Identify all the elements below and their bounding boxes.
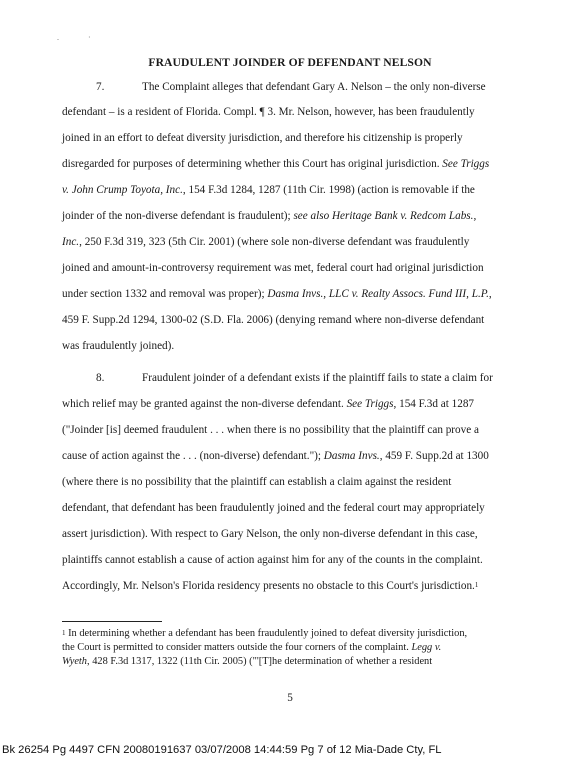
paragraph-7-line-10: 459 F. Supp.2d 1294, 1300-02 (S.D. Fla. 2006) (denying remand where non-diverse defendant xyxy=(62,314,485,326)
page-number: 5 xyxy=(287,692,293,704)
footnote-line-1: $^1$ In determining whether a defendant has been fraudulently joined to defeat diversity jurisdiction, xyxy=(62,628,468,639)
paragraph-number: 8. xyxy=(96,372,105,384)
case-citation: see also Heritage Bank v. Redcom Labs., xyxy=(293,210,477,222)
footnote-marker: 1 xyxy=(62,629,66,637)
paragraph-number: 7. xyxy=(96,81,105,93)
scan-speck: . xyxy=(57,33,59,42)
case-citation: Wyeth xyxy=(62,656,88,667)
scan-speck: · xyxy=(88,33,91,42)
paragraph-8-line-3: ("Joinder [is] deemed fraudulent . . . when there is no possibility that the plaintiff can prove a xyxy=(62,424,479,436)
case-citation: See Triggs xyxy=(346,398,394,410)
paragraph-7-line-2: defendant – is a resident of Florida. Compl. ¶ 3. Mr. Nelson, however, has been fraudulently xyxy=(62,106,475,118)
case-citation: Dasma Invs. xyxy=(323,450,380,462)
paragraph-8-line-4: cause of action against the . . . (non-diverse) defendant."); Dasma Invs., 459 F. Supp.2d at 1300 xyxy=(62,450,489,462)
paragraph-7-line-4: disregarded for purposes of determining whether this Court has original jurisdiction. See Triggs xyxy=(62,158,490,170)
footnote-divider xyxy=(62,621,162,622)
recording-stamp: Bk 26254 Pg 4497 CFN 20080191637 03/07/2008 14:44:59 Pg 7 of 12 Mia-Dade Cty, FL xyxy=(2,744,442,756)
case-citation: Dasma Invs., LLC v. Realty Assocs. Fund III, L.P. xyxy=(267,288,489,300)
footnote-line-2: the Court is permitted to consider matters outside the four corners of the complaint. Legg v. xyxy=(62,642,442,653)
paragraph-7-line-7: Inc., 250 F.3d 319, 323 (5th Cir. 2001) (where sole non-diverse defendant was fraudulently xyxy=(62,236,470,248)
paragraph-7-line-11: was fraudulently joined). xyxy=(62,340,175,352)
case-citation: Legg v. xyxy=(411,642,442,653)
paragraph-8-line-2: which relief may be granted against the non-diverse defendant. See Triggs, 154 F.3d at 1287 xyxy=(62,398,475,410)
case-citation: v. John Crump Toyota, Inc. xyxy=(62,184,183,196)
footnote-reference: 1 xyxy=(474,581,479,589)
paragraph-7-line-6: joinder of the non-diverse defendant is fraudulent); see also Heritage Bank v. Redcom Labs., xyxy=(62,210,477,222)
paragraph-7-line-9: under section 1332 and removal was proper); Dasma Invs., LLC v. Realty Assocs. Fund III, L.P., xyxy=(62,288,492,300)
paragraph-8-line-9: Accordingly, Mr. Nelson's Florida residency presents no obstacle to this Court's jurisdiction.$^1$ xyxy=(62,580,479,592)
paragraph-8-line-8: plaintiffs cannot establish a cause of action against him for any of the counts in the complaint. xyxy=(62,554,483,566)
paragraph-8-line-1: 8. Fraudulent joinder of a defendant exists if the plaintiff fails to state a claim for xyxy=(96,372,493,384)
paragraph-8-line-6: defendant, that defendant has been fraudulently joined and the federal court may appropriately xyxy=(62,502,485,514)
paragraph-8-line-5: (where there is no possibility that the plaintiff can establish a claim against the resident xyxy=(62,476,452,488)
paragraph-7-line-8: joined and amount-in-controversy requirement was met, federal court had original jurisdiction xyxy=(62,262,484,274)
case-citation: Inc. xyxy=(62,236,80,248)
section-heading: FRAUDULENT JOINDER OF DEFENDANT NELSON xyxy=(148,56,432,69)
paragraph-7-line-5: v. John Crump Toyota, Inc., 154 F.3d 1284, 1287 (11th Cir. 1998) (action is removable if the xyxy=(62,184,475,196)
case-citation: See Triggs xyxy=(442,158,490,170)
paragraph-7-line-3: joined in an effort to defeat diversity jurisdiction, and therefore his citizenship is properly xyxy=(62,132,463,144)
paragraph-8-line-7: assert jurisdiction). With respect to Gary Nelson, the only non-diverse defendant in this case, xyxy=(62,528,478,540)
footnote-line-3: Wyeth, 428 F.3d 1317, 1322 (11th Cir. 2005) ("'[T]he determination of whether a resident xyxy=(62,656,433,667)
paragraph-7-line-1: 7. The Complaint alleges that defendant Gary A. Nelson – the only non-diverse xyxy=(96,81,486,93)
